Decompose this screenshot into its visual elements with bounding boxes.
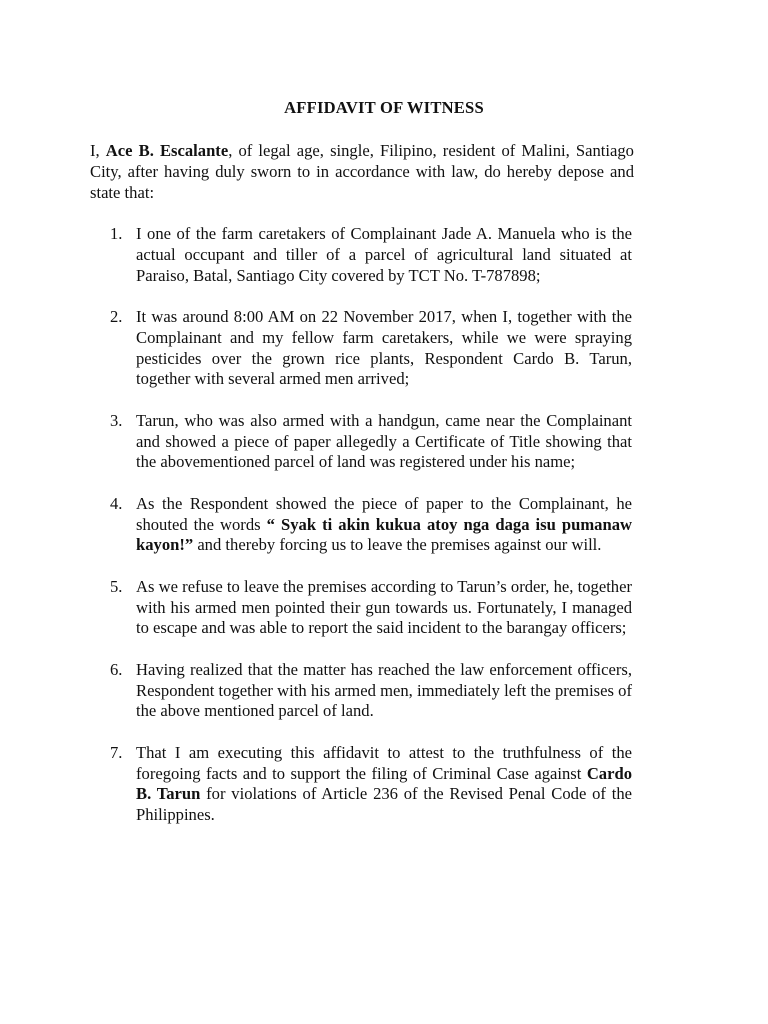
statement-item-4 [110, 494, 632, 556]
item-text-after: and thereby forcing us to leave the premises against our will. [193, 535, 602, 555]
item-number: 6. [110, 659, 123, 679]
item-text: I one of the farm caretakers of Complainant Jade A. Manuela who is the actual occupant and tiller of a parcel of agricultural land situated at Paraiso, Batal, Santiago City covered by TCT No. T-787898; [136, 224, 632, 285]
item-text: Having realized that the matter has reached the law enforcement officers, Respondent together with his armed men, immediately left the premises of the above mentioned parcel of land. [136, 659, 632, 721]
document-title: AFFIDAVIT OF WITNESS [284, 98, 484, 117]
statement-item-1 [110, 224, 632, 286]
statement-item-7 [110, 743, 632, 826]
item-number: 3. [110, 410, 123, 430]
intro-prefix: I, [90, 141, 106, 160]
statement-item-6 [110, 660, 632, 722]
item-number: 1. [110, 224, 123, 243]
item-text-before: That I am executing this affidavit to attest to the truthfulness of the foregoing facts and to support the filing of Criminal Case against [136, 742, 632, 783]
item-number: 4. [110, 493, 123, 513]
statement-item-2 [110, 307, 632, 390]
item-number: 5. [110, 576, 123, 596]
statement-item-5 [110, 577, 632, 639]
item-text: As we refuse to leave the premises according to Tarun’s order, he, together with his armed men pointed their gun towards us. Fortunately, I managed to escape and was able to report the said incident to the barangay officers; [136, 576, 632, 638]
quoted-words: “ Syak ti akin kukua atoy nga daga isu pumanaw kayon!” [136, 514, 632, 555]
item-number: 2. [110, 306, 123, 326]
item-text: It was around 8:00 AM on 22 November 2017, when I, together with the Complainant and my fellow farm caretakers, while we were spraying pesticides over the grown rice plants, Respondent Cardo B. Tarun, together with several armed men arrived; [136, 306, 632, 389]
affiant-name: Ace B. Escalante [105, 141, 229, 160]
respondent-name: Cardo B. Tarun [136, 763, 632, 804]
item-text-after: for violations of Article 236 of the Revised Penal Code of the Philippines. [136, 784, 632, 825]
statement-item-3 [110, 411, 632, 473]
intro-text: , of legal age, single, Filipino, resident of Malini, Santiago City, after having duly sworn to in accordance with law, do hereby depose and state that: [90, 141, 634, 202]
statement-list [110, 224, 632, 846]
item-text: Tarun, who was also armed with a handgun, came near the Complainant and showed a piece of paper allegedly a Certificate of Title showing that the abovementioned parcel of land was registered under his name; [136, 410, 632, 472]
intro-paragraph [90, 141, 634, 203]
item-text-before: As the Respondent showed the piece of paper to the Complainant, he shouted the words [136, 493, 632, 534]
item-number: 7. [110, 742, 123, 762]
